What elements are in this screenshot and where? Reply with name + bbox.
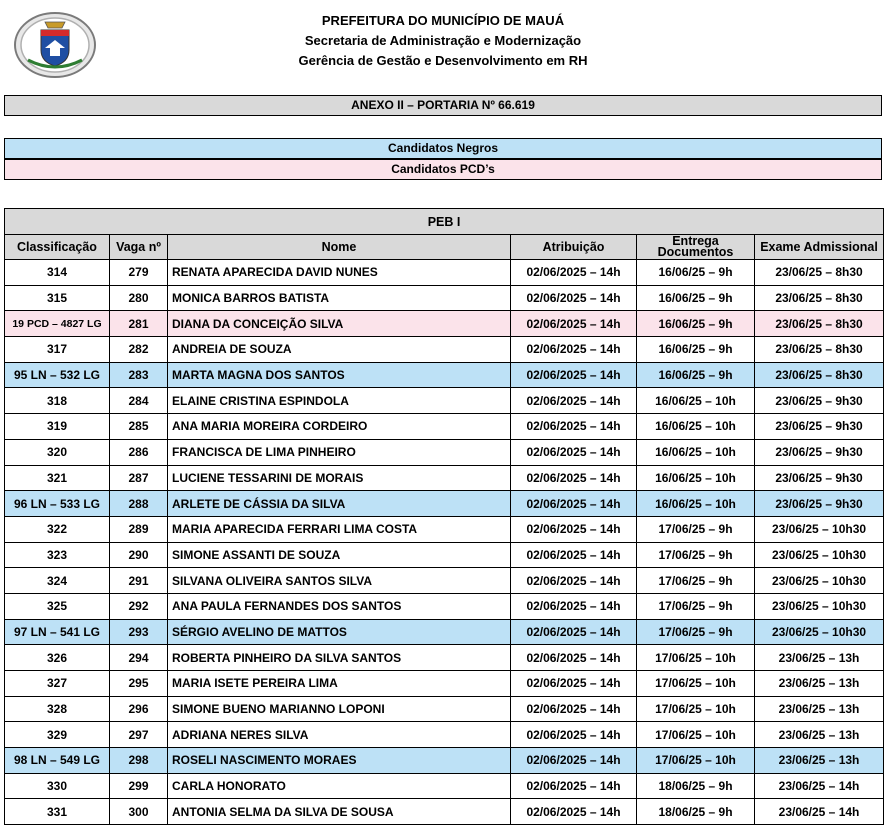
department-name: Gerência de Gestão e Desenvolvimento em RH <box>298 53 588 68</box>
document-header <box>150 11 736 71</box>
cell-exame-admissional: 23/06/25 – 13h <box>755 748 884 774</box>
cell-classificacao: 326 <box>5 645 110 671</box>
cell-classificacao: 329 <box>5 722 110 748</box>
cell-exame-admissional: 23/06/25 – 10h30 <box>755 619 884 645</box>
table-row <box>5 285 884 311</box>
cell-exame-admissional: 23/06/25 – 9h30 <box>755 491 884 517</box>
table-row <box>5 748 884 774</box>
cell-nome: SIMONE BUENO MARIANNO LOPONI <box>168 696 511 722</box>
cell-entrega-documentos: 16/06/25 – 10h <box>637 465 755 491</box>
table-row <box>5 516 884 542</box>
cell-nome: ROSELI NASCIMENTO MORAES <box>168 748 511 774</box>
cell-atribuicao: 02/06/2025 – 14h <box>511 516 637 542</box>
cell-entrega-documentos: 18/06/25 – 9h <box>637 773 755 799</box>
cell-nome: CARLA HONORATO <box>168 773 511 799</box>
cell-nome: SÉRGIO AVELINO DE MATTOS <box>168 619 511 645</box>
table-row <box>5 542 884 568</box>
legend-candidatos-negros: Candidatos Negros <box>4 138 882 159</box>
cell-exame-admissional: 23/06/25 – 8h30 <box>755 362 884 388</box>
cell-exame-admissional: 23/06/25 – 9h30 <box>755 414 884 440</box>
cell-classificacao: 314 <box>5 260 110 286</box>
cell-nome: RENATA APARECIDA DAVID NUNES <box>168 260 511 286</box>
cell-vaga: 295 <box>110 671 168 697</box>
table-body <box>5 260 884 825</box>
cell-classificacao: 325 <box>5 593 110 619</box>
table-row <box>5 337 884 363</box>
cell-vaga: 285 <box>110 414 168 440</box>
cell-exame-admissional: 23/06/25 – 10h30 <box>755 516 884 542</box>
cell-classificacao: 323 <box>5 542 110 568</box>
cell-atribuicao: 02/06/2025 – 14h <box>511 465 637 491</box>
anexo-title-bar: ANEXO II – PORTARIA Nº 66.619 <box>4 95 882 116</box>
cell-classificacao: 319 <box>5 414 110 440</box>
table-title: PEB I <box>5 209 884 235</box>
cell-classificacao: 95 LN – 532 LG <box>5 362 110 388</box>
cell-atribuicao: 02/06/2025 – 14h <box>511 542 637 568</box>
cell-vaga: 300 <box>110 799 168 825</box>
table-row <box>5 439 884 465</box>
cell-entrega-documentos: 17/06/25 – 10h <box>637 722 755 748</box>
column-header-classificacao: Classificação <box>5 235 110 260</box>
cell-entrega-documentos: 16/06/25 – 9h <box>637 337 755 363</box>
cell-atribuicao: 02/06/2025 – 14h <box>511 311 637 337</box>
cell-classificacao: 98 LN – 549 LG <box>5 748 110 774</box>
table-row <box>5 593 884 619</box>
cell-entrega-documentos: 18/06/25 – 9h <box>637 799 755 825</box>
cell-classificacao: 96 LN – 533 LG <box>5 491 110 517</box>
cell-exame-admissional: 23/06/25 – 13h <box>755 671 884 697</box>
cell-classificacao: 315 <box>5 285 110 311</box>
table-row <box>5 260 884 286</box>
cell-vaga: 291 <box>110 568 168 594</box>
cell-entrega-documentos: 16/06/25 – 9h <box>637 260 755 286</box>
cell-classificacao: 19 PCD – 4827 LG <box>5 311 110 337</box>
cell-entrega-documentos: 16/06/25 – 9h <box>637 362 755 388</box>
cell-atribuicao: 02/06/2025 – 14h <box>511 439 637 465</box>
cell-exame-admissional: 23/06/25 – 13h <box>755 696 884 722</box>
cell-atribuicao: 02/06/2025 – 14h <box>511 645 637 671</box>
cell-entrega-documentos: 17/06/25 – 10h <box>637 748 755 774</box>
cell-atribuicao: 02/06/2025 – 14h <box>511 722 637 748</box>
legend-candidatos-pcd: Candidatos PCD’s <box>4 159 882 180</box>
column-header-nome: Nome <box>168 235 511 260</box>
cell-classificacao: 97 LN – 541 LG <box>5 619 110 645</box>
cell-vaga: 296 <box>110 696 168 722</box>
cell-entrega-documentos: 16/06/25 – 10h <box>637 439 755 465</box>
table-row <box>5 671 884 697</box>
cell-exame-admissional: 23/06/25 – 9h30 <box>755 465 884 491</box>
table-row <box>5 362 884 388</box>
cell-entrega-documentos: 16/06/25 – 9h <box>637 311 755 337</box>
municipality-name: PREFEITURA DO MUNICÍPIO DE MAUÁ <box>321 13 565 28</box>
cell-atribuicao: 02/06/2025 – 14h <box>511 671 637 697</box>
table-row <box>5 619 884 645</box>
cell-nome: MONICA BARROS BATISTA <box>168 285 511 311</box>
table-row <box>5 645 884 671</box>
cell-vaga: 289 <box>110 516 168 542</box>
cell-entrega-documentos: 17/06/25 – 9h <box>637 619 755 645</box>
cell-nome: ANTONIA SELMA DA SILVA DE SOUSA <box>168 799 511 825</box>
table-row <box>5 799 884 825</box>
candidates-table <box>4 208 884 825</box>
cell-entrega-documentos: 17/06/25 – 10h <box>637 671 755 697</box>
cell-classificacao: 322 <box>5 516 110 542</box>
cell-vaga: 281 <box>110 311 168 337</box>
cell-vaga: 280 <box>110 285 168 311</box>
cell-entrega-documentos: 16/06/25 – 10h <box>637 491 755 517</box>
cell-atribuicao: 02/06/2025 – 14h <box>511 773 637 799</box>
cell-atribuicao: 02/06/2025 – 14h <box>511 619 637 645</box>
table-row <box>5 696 884 722</box>
table-row <box>5 491 884 517</box>
cell-nome: ANA MARIA MOREIRA CORDEIRO <box>168 414 511 440</box>
cell-entrega-documentos: 16/06/25 – 9h <box>637 285 755 311</box>
cell-vaga: 287 <box>110 465 168 491</box>
cell-vaga: 294 <box>110 645 168 671</box>
cell-classificacao: 321 <box>5 465 110 491</box>
column-header-entrega-documentos: Entrega Documentos <box>637 235 755 260</box>
cell-vaga: 283 <box>110 362 168 388</box>
table-row <box>5 465 884 491</box>
cell-exame-admissional: 23/06/25 – 9h30 <box>755 388 884 414</box>
cell-atribuicao: 02/06/2025 – 14h <box>511 696 637 722</box>
cell-atribuicao: 02/06/2025 – 14h <box>511 593 637 619</box>
cell-atribuicao: 02/06/2025 – 14h <box>511 337 637 363</box>
table-row <box>5 388 884 414</box>
cell-entrega-documentos: 16/06/25 – 10h <box>637 388 755 414</box>
cell-nome: SILVANA OLIVEIRA SANTOS SILVA <box>168 568 511 594</box>
table-row <box>5 311 884 337</box>
column-header-exame-admissional: Exame Admissional <box>755 235 884 260</box>
cell-atribuicao: 02/06/2025 – 14h <box>511 568 637 594</box>
cell-classificacao: 327 <box>5 671 110 697</box>
cell-nome: SIMONE ASSANTI DE SOUZA <box>168 542 511 568</box>
column-header-vaga: Vaga nº <box>110 235 168 260</box>
cell-vaga: 282 <box>110 337 168 363</box>
cell-classificacao: 320 <box>5 439 110 465</box>
cell-classificacao: 324 <box>5 568 110 594</box>
municipal-coat-of-arms-logo <box>14 12 96 78</box>
cell-vaga: 286 <box>110 439 168 465</box>
cell-atribuicao: 02/06/2025 – 14h <box>511 260 637 286</box>
cell-exame-admissional: 23/06/25 – 10h30 <box>755 593 884 619</box>
cell-vaga: 288 <box>110 491 168 517</box>
table-row <box>5 414 884 440</box>
cell-entrega-documentos: 17/06/25 – 9h <box>637 516 755 542</box>
cell-vaga: 297 <box>110 722 168 748</box>
cell-atribuicao: 02/06/2025 – 14h <box>511 285 637 311</box>
table-row <box>5 722 884 748</box>
cell-nome: MARIA APARECIDA FERRARI LIMA COSTA <box>168 516 511 542</box>
cell-nome: FRANCISCA DE LIMA PINHEIRO <box>168 439 511 465</box>
cell-entrega-documentos: 17/06/25 – 9h <box>637 593 755 619</box>
cell-nome: MARIA ISETE PEREIRA LIMA <box>168 671 511 697</box>
cell-exame-admissional: 23/06/25 – 10h30 <box>755 542 884 568</box>
table-header-row <box>5 235 884 260</box>
cell-classificacao: 330 <box>5 773 110 799</box>
cell-atribuicao: 02/06/2025 – 14h <box>511 362 637 388</box>
cell-exame-admissional: 23/06/25 – 8h30 <box>755 260 884 286</box>
cell-classificacao: 328 <box>5 696 110 722</box>
cell-nome: ROBERTA PINHEIRO DA SILVA SANTOS <box>168 645 511 671</box>
column-header-atribuicao: Atribuição <box>511 235 637 260</box>
secretariat-name: Secretaria de Administração e Modernização <box>304 33 582 48</box>
cell-classificacao: 331 <box>5 799 110 825</box>
cell-vaga: 284 <box>110 388 168 414</box>
cell-atribuicao: 02/06/2025 – 14h <box>511 491 637 517</box>
cell-atribuicao: 02/06/2025 – 14h <box>511 799 637 825</box>
cell-exame-admissional: 23/06/25 – 9h30 <box>755 439 884 465</box>
cell-nome: ANA PAULA FERNANDES DOS SANTOS <box>168 593 511 619</box>
cell-exame-admissional: 23/06/25 – 8h30 <box>755 285 884 311</box>
cell-exame-admissional: 23/06/25 – 14h <box>755 799 884 825</box>
cell-exame-admissional: 23/06/25 – 8h30 <box>755 337 884 363</box>
cell-vaga: 290 <box>110 542 168 568</box>
cell-exame-admissional: 23/06/25 – 14h <box>755 773 884 799</box>
cell-exame-admissional: 23/06/25 – 8h30 <box>755 311 884 337</box>
cell-atribuicao: 02/06/2025 – 14h <box>511 414 637 440</box>
cell-vaga: 293 <box>110 619 168 645</box>
cell-atribuicao: 02/06/2025 – 14h <box>511 388 637 414</box>
cell-nome: DIANA DA CONCEIÇÃO SILVA <box>168 311 511 337</box>
cell-exame-admissional: 23/06/25 – 10h30 <box>755 568 884 594</box>
table-row <box>5 568 884 594</box>
cell-nome: ADRIANA NERES SILVA <box>168 722 511 748</box>
cell-entrega-documentos: 17/06/25 – 10h <box>637 645 755 671</box>
cell-vaga: 292 <box>110 593 168 619</box>
table-row <box>5 773 884 799</box>
cell-nome: ELAINE CRISTINA ESPINDOLA <box>168 388 511 414</box>
cell-vaga: 299 <box>110 773 168 799</box>
cell-vaga: 298 <box>110 748 168 774</box>
cell-nome: ARLETE DE CÁSSIA DA SILVA <box>168 491 511 517</box>
cell-classificacao: 317 <box>5 337 110 363</box>
cell-exame-admissional: 23/06/25 – 13h <box>755 645 884 671</box>
cell-nome: ANDREIA DE SOUZA <box>168 337 511 363</box>
cell-nome: LUCIENE TESSARINI DE MORAIS <box>168 465 511 491</box>
cell-nome: MARTA MAGNA DOS SANTOS <box>168 362 511 388</box>
cell-entrega-documentos: 16/06/25 – 10h <box>637 414 755 440</box>
cell-classificacao: 318 <box>5 388 110 414</box>
cell-vaga: 279 <box>110 260 168 286</box>
cell-exame-admissional: 23/06/25 – 13h <box>755 722 884 748</box>
cell-entrega-documentos: 17/06/25 – 9h <box>637 542 755 568</box>
cell-atribuicao: 02/06/2025 – 14h <box>511 748 637 774</box>
cell-entrega-documentos: 17/06/25 – 9h <box>637 568 755 594</box>
cell-entrega-documentos: 17/06/25 – 10h <box>637 696 755 722</box>
